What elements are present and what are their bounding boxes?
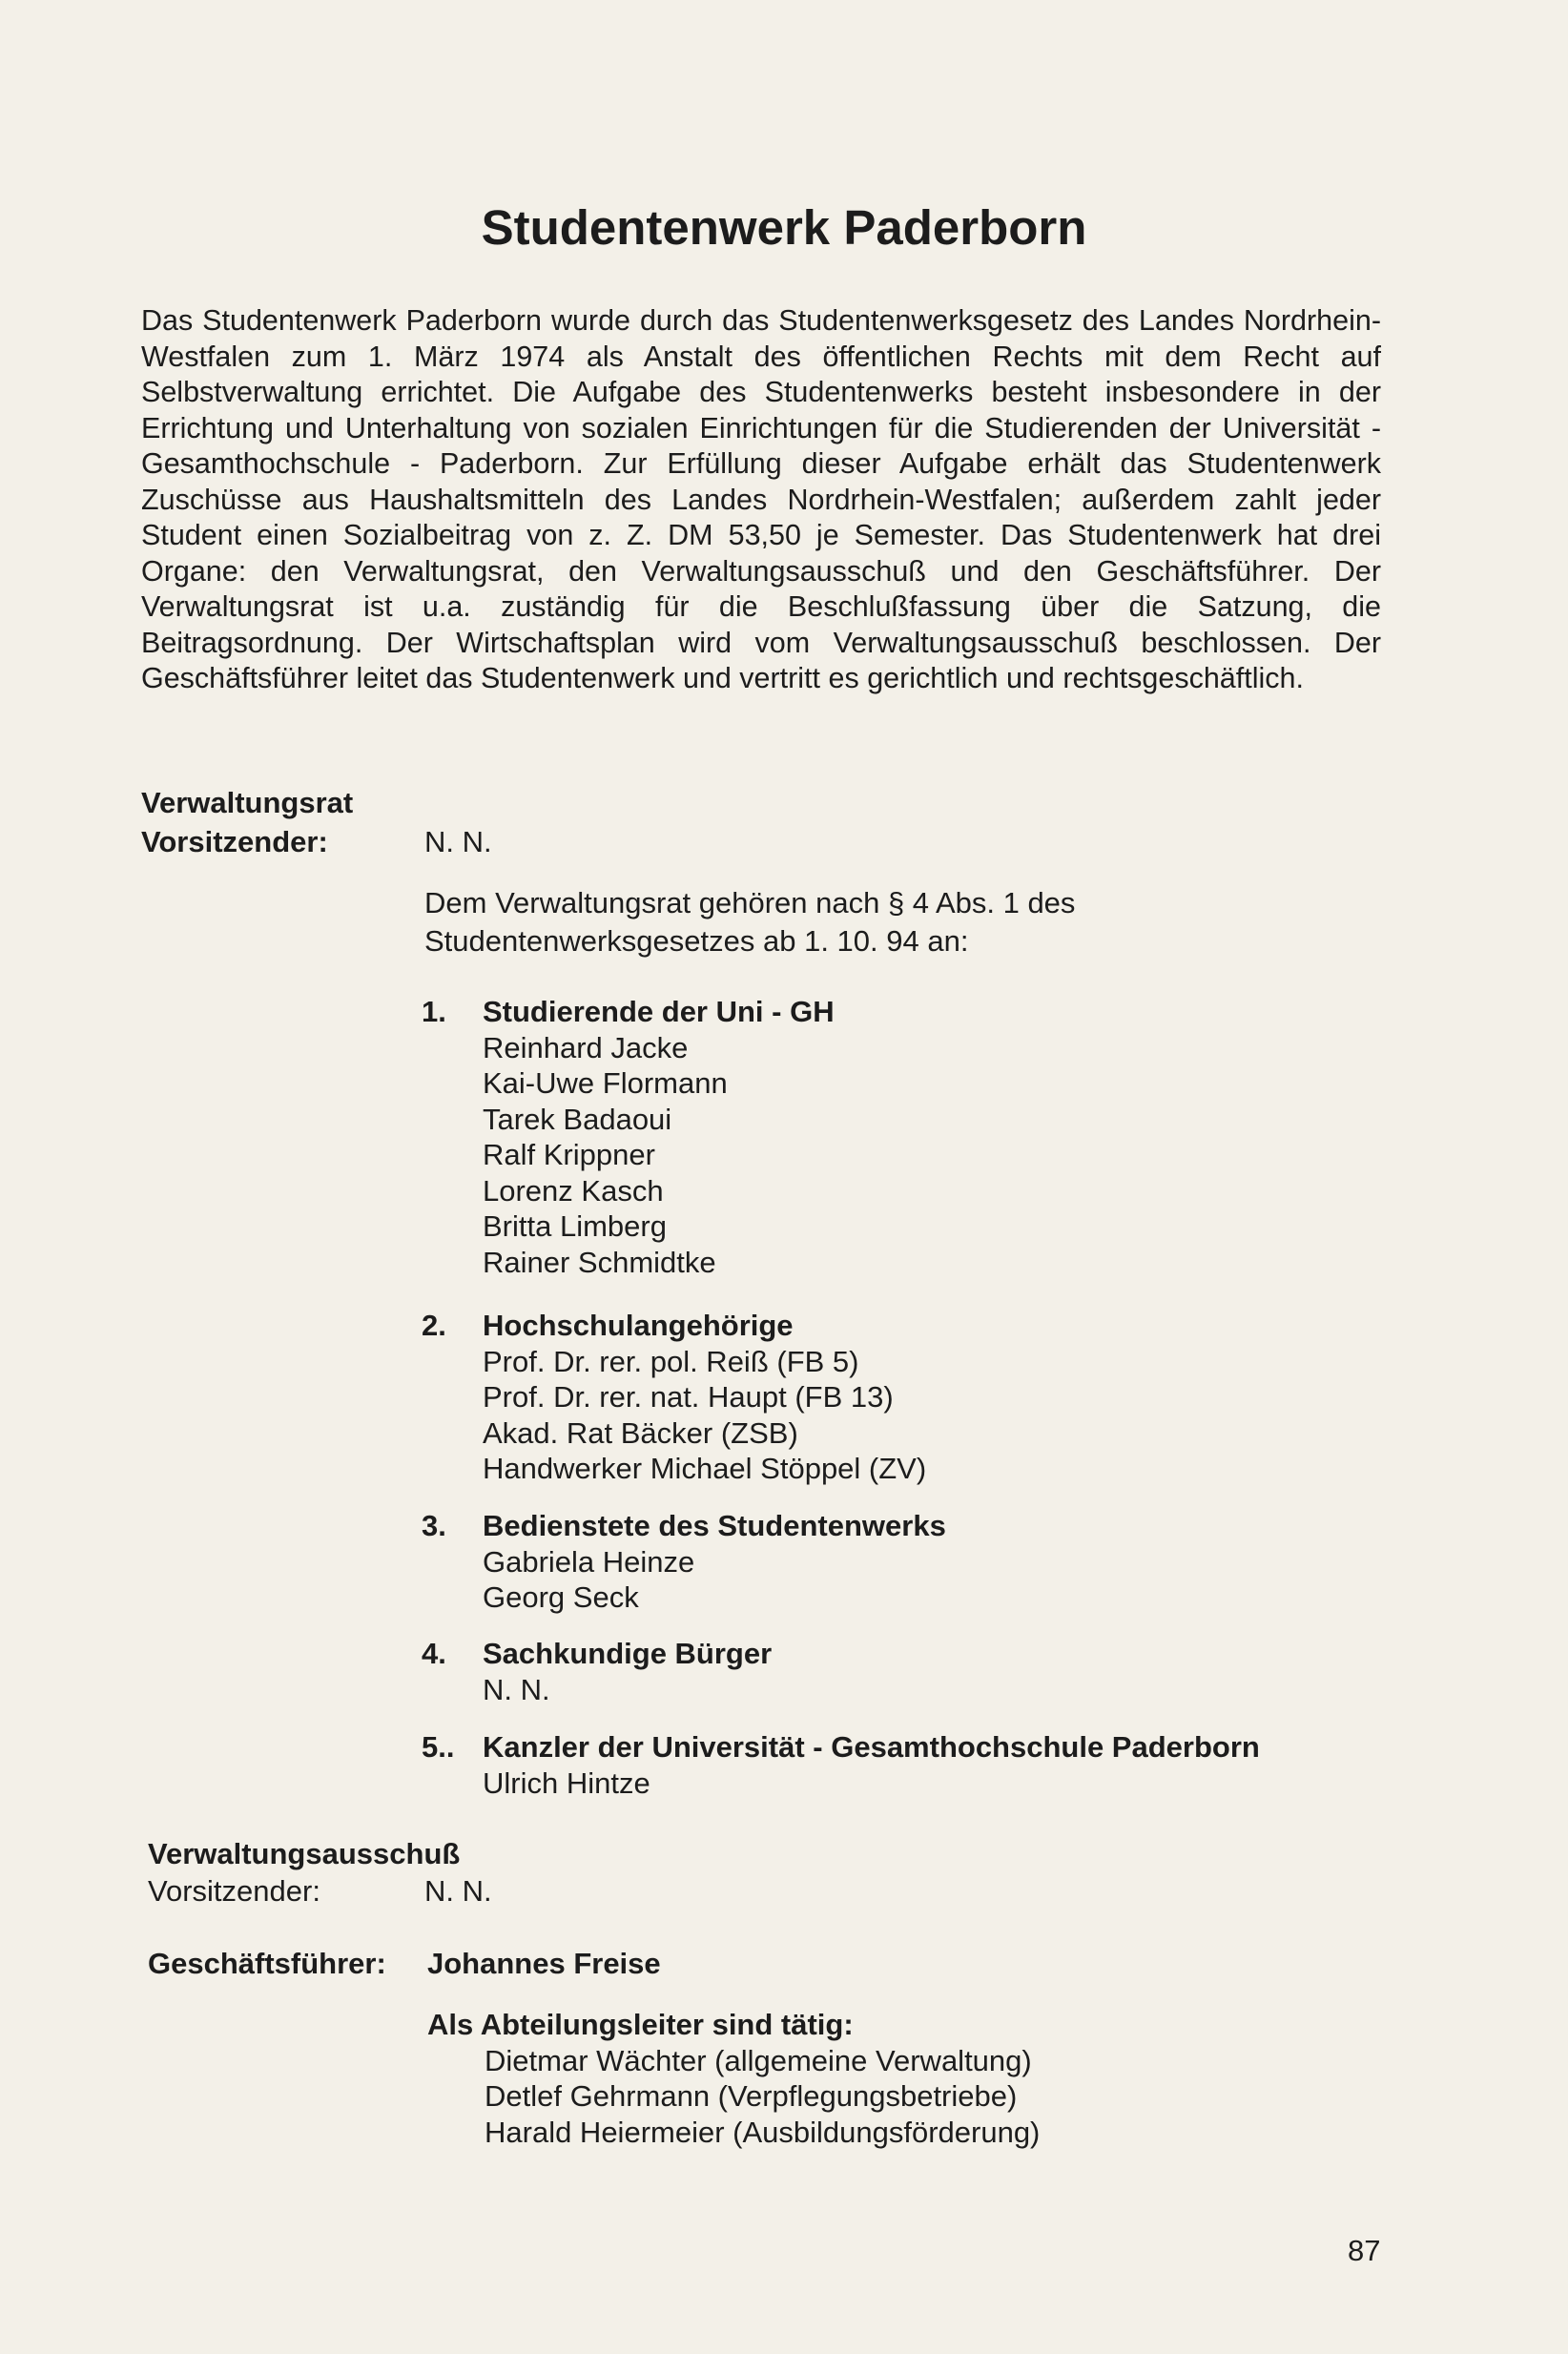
abteilungsleiter-heading: Als Abteilungsleiter sind tätig: [427,2008,854,2041]
verwaltungsrat-chair-value: N. N. [424,825,492,858]
group-number: 1. [422,995,446,1028]
group-number: 5.. [422,1730,455,1764]
group-member: Tarek Badaoui [483,1102,672,1136]
verwaltungsausschuss-chair-label: Vorsitzender: [148,1874,320,1908]
group-member: Lorenz Kasch [483,1173,664,1208]
group-member: Ralf Krippner [483,1138,655,1171]
verwaltungsrat-chair-label: Vorsitzender: [141,825,328,858]
geschaeftsfuehrer-label: Geschäftsführer: [148,1947,386,1980]
member-group-2 [422,1308,926,1487]
group-member: Handwerker Michael Stöppel (ZV) [483,1452,927,1485]
group-member: Ulrich Hintze [483,1766,650,1800]
group-member: Akad. Rat Bäcker (ZSB) [483,1415,798,1450]
verwaltungsausschuss-chair-value: N. N. [424,1874,492,1908]
group-member: Kai-Uwe Flormann [483,1066,728,1100]
group-member: Reinhard Jacke [483,1030,689,1064]
member-group-5 [422,1729,1260,1801]
intro-paragraph: Das Studentenwerk Paderborn wurde durch das Studentenwerksgesetz des Landes Nordrhein-Westfalen zum 1. März 1974 als Anstalt des öffentlichen Rechts mit dem Recht auf Selbstverwaltung errichtet. Die Aufgabe des Studentenwerks besteht insbesondere in der Errichtung und Unterhaltung von sozialen Einrichtungen für die Studierenden der Universität - Gesamthochschule - Paderborn. Zur Erfüllung dieser Aufgabe erhält das Studentenwerk Zuschüsse aus Haushaltsmitteln des Landes Nordrhein-Westfalen; außerdem zahlt jeder Student einen Sozialbeitrag von z. Z. DM 53,50 je Semester. Das Studentenwerk hat drei Organe: den Verwaltungsrat, den Verwaltungsausschuß und den Geschäftsführer. Der Verwaltungsrat ist u.a. zuständig für die Beschlußfassung über die Satzung, die Beitragsordnung. Der Wirtschaftsplan wird vom Verwaltungsausschuß beschlossen. Der Geschäftsführer leitet das Studentenwerk und vertritt es gerichtlich und rechtsgeschäftlich. [141,304,1381,694]
abteilungsleiter-item: Detlef Gehrmann (Verpflegungsbetriebe) [485,2079,1018,2113]
group-member: Georg Seck [483,1580,639,1614]
member-group-1 [422,994,835,1280]
geschaeftsfuehrer-name: Johannes Freise [427,1947,661,1980]
abteilungsleiter-section [427,2007,1040,2150]
verwaltungsausschuss-heading: Verwaltungsausschuß [148,1837,461,1870]
group-title: Hochschulangehörige [483,1309,794,1342]
group-member: Britta Limberg [483,1209,667,1243]
membership-note: Dem Verwaltungsrat gehören nach § 4 Abs. 1 des Studentenwerksgesetzes ab 1. 10. 94 an: [424,886,1076,958]
group-member: Gabriela Heinze [483,1544,695,1579]
group-title: Bedienstete des Studentenwerks [483,1509,946,1542]
group-title: Sachkundige Bürger [483,1637,773,1670]
group-member: Prof. Dr. rer. pol. Reiß (FB 5) [483,1344,859,1378]
group-number: 3. [422,1509,446,1542]
group-title: Kanzler der Universität - Gesamthochschule Paderborn [483,1730,1260,1764]
page-number: 87 [1348,2234,1381,2267]
group-member: N. N. [483,1672,550,1706]
group-member: Rainer Schmidtke [483,1245,716,1279]
group-number: 4. [422,1637,446,1670]
group-number: 2. [422,1309,446,1342]
member-group-4 [422,1636,772,1707]
verwaltungsrat-heading: Verwaltungsrat [141,786,354,819]
group-member: Prof. Dr. rer. nat. Haupt (FB 13) [483,1380,894,1414]
abteilungsleiter-item: Harald Heiermeier (Ausbildungsförderung) [485,2115,1041,2149]
page-title: Studentenwerk Paderborn [481,200,1087,255]
group-title: Studierende der Uni - GH [483,995,835,1028]
member-group-3 [422,1508,946,1616]
abteilungsleiter-item: Dietmar Wächter (allgemeine Verwaltung) [485,2043,1032,2077]
